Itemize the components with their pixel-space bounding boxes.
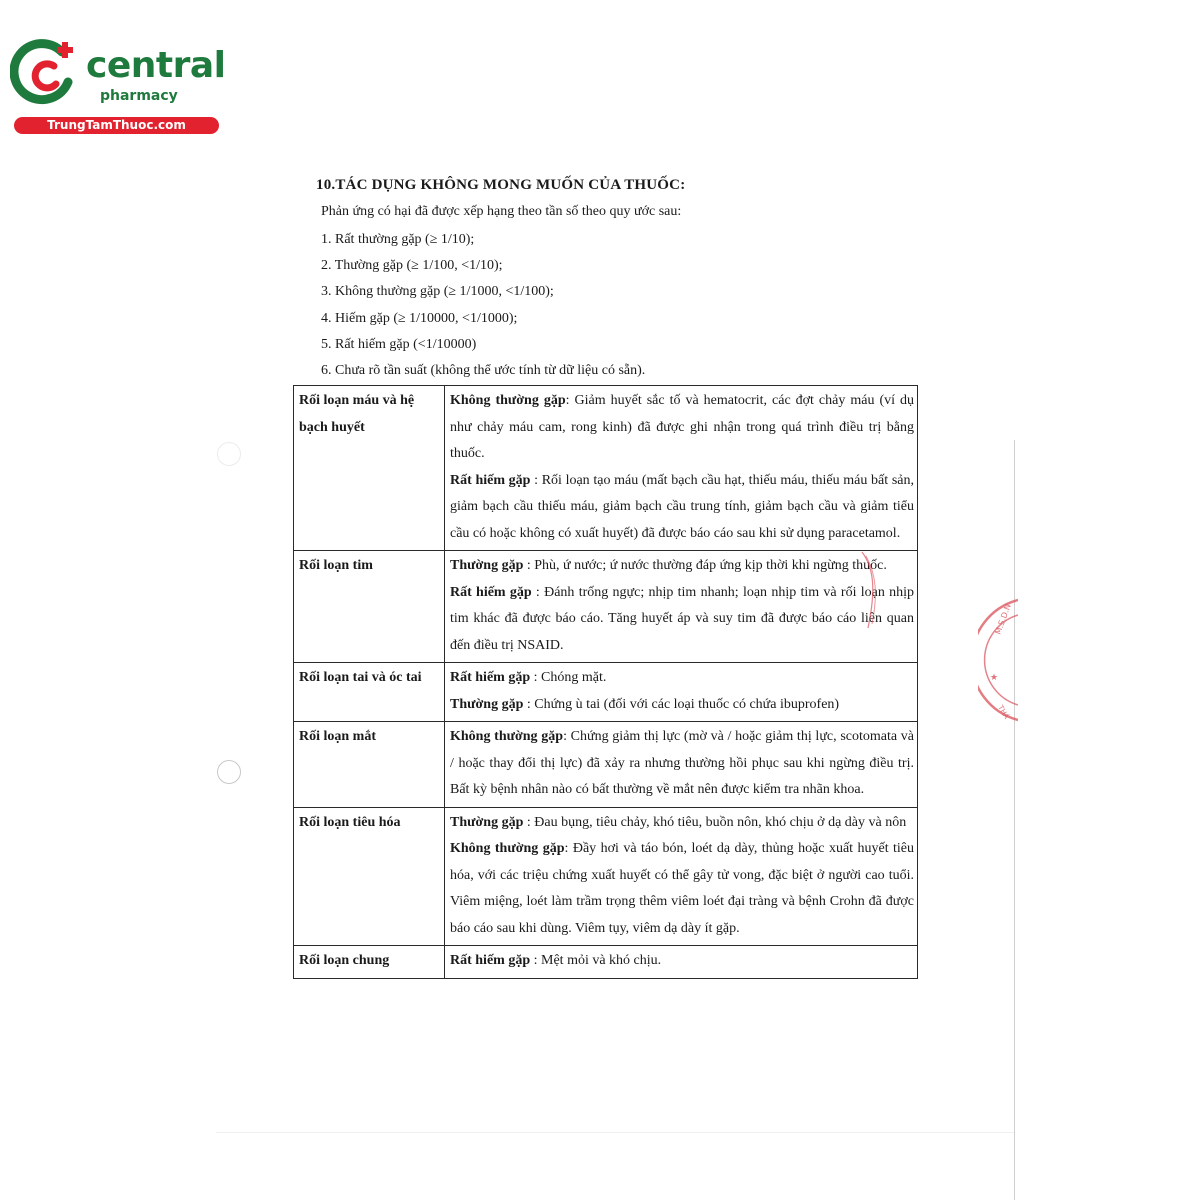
- frequency-item: 5. Rất hiếm gặp (<1/10000): [321, 336, 477, 352]
- frequency-item: 6. Chưa rõ tần suất (không thể ước tính từ dữ liệu có sẵn).: [321, 362, 646, 378]
- frequency-label: Không thường gặp: [450, 729, 564, 744]
- frequency-label: Không thường gặp: [450, 393, 566, 408]
- category-cell: Rối loạn mắt: [294, 722, 445, 808]
- frequency-label: Rất hiếm gặp: [450, 472, 531, 488]
- entry-text: Đánh trống ngực; nhịp tim nhanh; loạn nhịp tim và rối loạn nhịp tim khác đã được báo cáo. Tăng huyết áp và suy tim đã được báo cáo liên quan đến điều trị NSAID.: [450, 584, 914, 653]
- brand-name: central: [86, 45, 226, 86]
- entry-text: Rối loạn tạo máu (mất bạch cầu hạt, thiếu máu, thiếu máu bất sản, giảm bạch cầu thiếu máu, giảm bạch cầu trung tính, giảm bạch cầu và giảm tiểu cầu có hoặc không có xuất huyết) đã được báo cáo sau khi sử dụng paracetamol.: [450, 472, 914, 541]
- frequency-intro: Phản ứng có hại đã được xếp hạng theo tần số theo quy ước sau:: [321, 204, 682, 219]
- entry-text: Mệt mỏi và khó chịu.: [541, 953, 662, 968]
- entry: Rất hiếm gặp : Đánh trống ngực; nhịp tim nhanh; loạn nhịp tim và rối loạn nhịp tim khác đã được báo cáo. Tăng huyết áp và suy tim đã được báo cáo liên quan đến điều trị NSAID.: [450, 584, 914, 653]
- table-row: [294, 551, 918, 663]
- frequency-label: Thường gặp: [450, 814, 524, 830]
- description-cell: [445, 722, 918, 808]
- frequency-item: 2. Thường gặp (≥ 1/100, <1/10);: [321, 258, 503, 274]
- entry: Thường gặp : Phù, ứ nước; ứ nước thường đáp ứng kịp thời khi ngừng thuốc.: [450, 558, 887, 573]
- entry: Không thường gặp: Chứng giảm thị lực (mờ và / hoặc giảm thị lực, scotomata và / hoặc thay đổi thị lực) đã xảy ra nhưng thường hồi phục sau khi ngừng điều trị. Bất kỳ bệnh nhân nào có bất thường về mắt nên được kiểm tra nhãn khoa.: [450, 729, 915, 797]
- frequency-item: 1. Rất thường gặp (≥ 1/10);: [321, 232, 475, 247]
- description-cell: [445, 386, 918, 551]
- table-row: [294, 946, 918, 979]
- frequency-label: Rất hiếm gặp: [450, 584, 532, 600]
- frequency-label: Rất hiếm gặp: [450, 670, 531, 685]
- entry: Không thường gặp: Đầy hơi và táo bón, loét dạ dày, thủng hoặc xuất huyết tiêu hóa, với các triệu chứng xuất huyết có thể gây tử vong, đặc biệt ở người cao tuổi. Viêm miệng, loét làm trầm trọng thêm viêm loét đại tràng và bệnh Crohn đã được báo cáo sau khi dùng. Viêm tụy, viêm dạ dày ít gặp.: [450, 841, 915, 936]
- red-seal-stamp: [978, 595, 1018, 725]
- signature-mark: [858, 550, 880, 630]
- frequency-item: 3. Không thường gặp (≥ 1/1000, <1/100);: [321, 284, 554, 300]
- entry: Rất hiếm gặp : Mệt mỏi và khó chịu.: [450, 953, 662, 968]
- frequency-label: Thường gặp: [450, 558, 524, 573]
- description-cell: [445, 551, 918, 663]
- entry-text: Đầy hơi và táo bón, loét dạ dày, thủng hoặc xuất huyết tiêu hóa, với các triệu chứng xuất huyết có thể gây tử vong, đặc biệt ở người cao tuổi. Viêm miệng, loét làm trầm trọng thêm viêm loét đại tràng và bệnh Crohn đã được báo cáo sau khi dùng. Viêm tụy, viêm dạ dày ít gặp.: [450, 841, 915, 936]
- punch-hole: [217, 442, 241, 466]
- table-row: [294, 807, 918, 946]
- description-cell: [445, 663, 918, 722]
- description-cell: [445, 946, 918, 979]
- adverse-effects-table: [293, 385, 918, 979]
- brand-logo: [10, 38, 226, 138]
- section-heading: 10.TÁC DỤNG KHÔNG MONG MUỐN CỦA THUỐC:: [316, 177, 686, 193]
- entry-text: Phù, ứ nước; ứ nước thường đáp ứng kịp thời khi ngừng thuốc.: [534, 558, 887, 573]
- entry: Không thường gặp: Giảm huyết sắc tố và hematocrit, các đợt chảy máu (ví dụ như chảy máu cam, rong kinh) đã được ghi nhận trong quá trình điều trị bằng thuốc.: [450, 393, 914, 461]
- entry: Thường gặp : Chứng ù tai (đối với các loại thuốc có chứa ibuprofen): [450, 696, 840, 712]
- entry-text: Giảm huyết sắc tố và hematocrit, các đợt chảy máu (ví dụ như chảy máu cam, rong kinh) đã được ghi nhận trong quá trình điều trị bằng thuốc.: [450, 393, 914, 461]
- table-row: [294, 722, 918, 808]
- svg-text:THÁ: THÁ: [996, 704, 1011, 721]
- entry: Rất hiếm gặp : Rối loạn tạo máu (mất bạch cầu hạt, thiếu máu, thiếu máu bất sản, giảm bạch cầu thiếu máu, giảm bạch cầu trung tính, giảm bạch cầu và giảm tiểu cầu có hoặc không có xuất huyết) đã được báo cáo sau khi sử dụng paracetamol.: [450, 472, 914, 541]
- category-cell: Rối loạn tai và óc tai: [294, 663, 445, 722]
- brand-url-badge: TrungTamThuoc.com: [14, 117, 219, 134]
- frequency-label: Thường gặp: [450, 696, 524, 712]
- entry: Rất hiếm gặp : Chóng mặt.: [450, 670, 607, 685]
- entry-text: Chứng ù tai (đối với các loại thuốc có chứa ibuprofen): [534, 696, 840, 712]
- table-row: [294, 386, 918, 551]
- svg-text:★: ★: [990, 673, 999, 683]
- page-edge: [1014, 440, 1015, 1200]
- brand-subtitle: pharmacy: [100, 88, 178, 104]
- entry-text: Đau bụng, tiêu chảy, khó tiêu, buồn nôn, khó chịu ở dạ dày và nôn: [534, 814, 907, 830]
- frequency-label: Rất hiếm gặp: [450, 953, 531, 968]
- punch-hole: [217, 760, 241, 784]
- category-cell: Rối loạn tiêu hóa: [294, 807, 445, 946]
- category-cell: Rối loạn chung: [294, 946, 445, 979]
- table-row: [294, 663, 918, 722]
- entry: Thường gặp : Đau bụng, tiêu chảy, khó tiêu, buồn nôn, khó chịu ở dạ dày và nôn: [450, 814, 907, 830]
- central-logo-icon: [10, 38, 80, 108]
- entry-text: Chóng mặt.: [541, 670, 607, 685]
- entry-text: Chứng giảm thị lực (mờ và / hoặc giảm thị lực, scotomata và / hoặc thay đổi thị lực) đã xảy ra nhưng thường hồi phục sau khi ngừng điều trị. Bất kỳ bệnh nhân nào có bất thường về mắt nên được kiểm tra nhãn khoa.: [450, 729, 915, 797]
- page-edge-bottom: [216, 1132, 1014, 1133]
- category-cell: Rối loạn máu và hệ bạch huyết: [294, 386, 445, 551]
- frequency-list: [321, 230, 645, 387]
- frequency-label: Không thường gặp: [450, 841, 565, 856]
- category-cell: Rối loạn tim: [294, 551, 445, 663]
- svg-text:M.S.D.N: M.S.D.N: [993, 602, 1013, 636]
- description-cell: [445, 807, 918, 946]
- frequency-item: 4. Hiếm gặp (≥ 1/10000, <1/1000);: [321, 310, 518, 326]
